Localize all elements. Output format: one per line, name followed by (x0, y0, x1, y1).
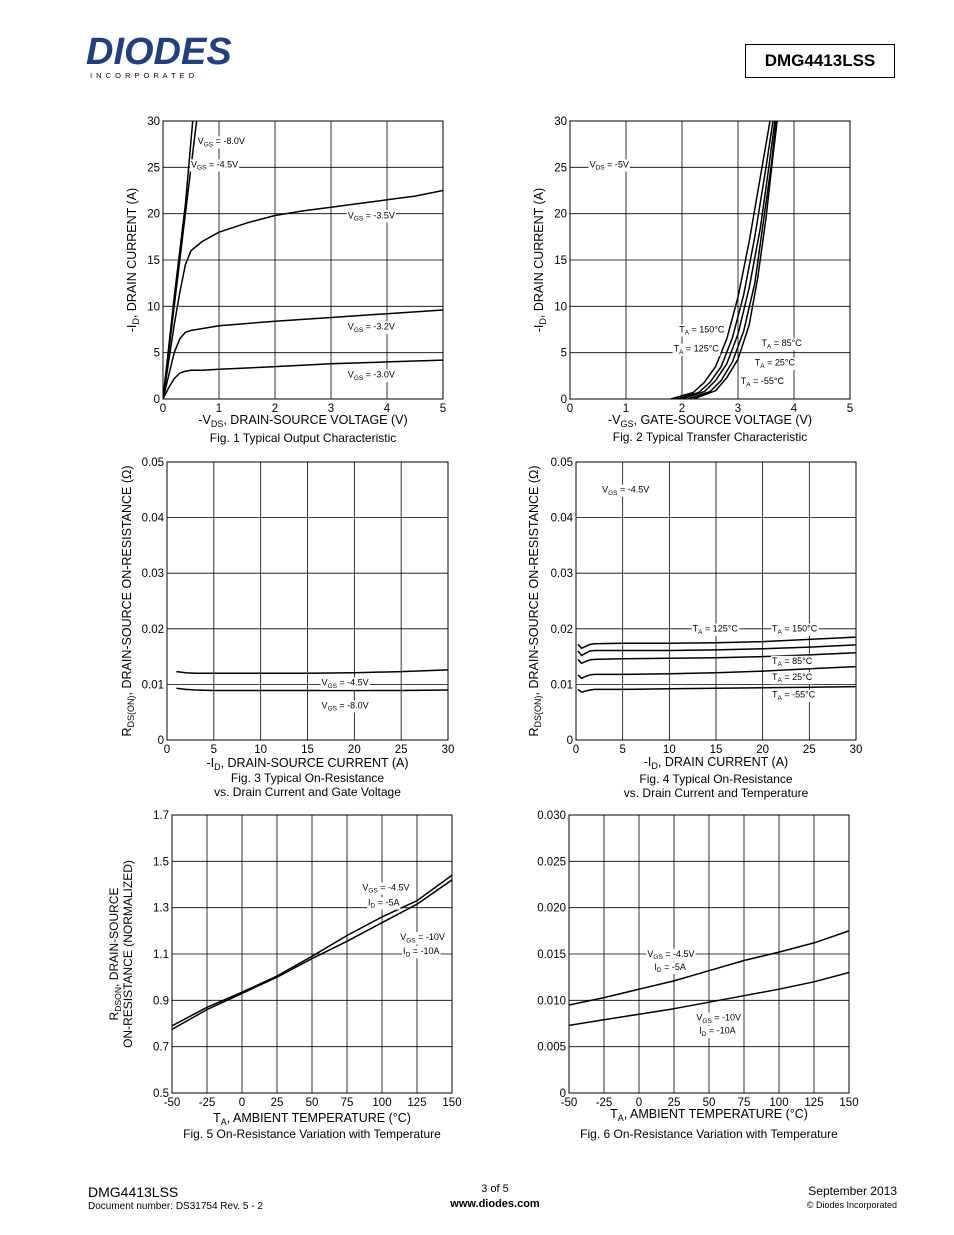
annotation-label: TA = 25°C (754, 357, 796, 370)
x-tick-label: 2 (678, 403, 686, 415)
x-tick-label: 0 (566, 403, 574, 415)
footer-part-number: DMG4413LSS (88, 1184, 179, 1200)
footer-page: 3 of 5 (481, 1183, 509, 1195)
x-tick-label: 3 (327, 403, 335, 415)
annotation-label: ID = -5A (654, 961, 686, 975)
annotation-label: VGS = -4.5V (647, 948, 695, 962)
y-tick-label: 0.05 (550, 457, 573, 469)
annotation-label: TA = 85°C (761, 338, 802, 351)
part-number-box: DMG4413LSS (745, 44, 895, 78)
figure-caption: vs. Drain Current and Temperature (623, 786, 809, 800)
annotation-label: ID = -10A (699, 1025, 736, 1038)
annotation-label: VGS = -8.0V (321, 700, 369, 713)
annotation-label: VDS = -5V (589, 159, 629, 172)
y-tick-label: 0.020 (537, 902, 566, 915)
y-tick-label: 30 (147, 116, 160, 128)
figure-caption: Fig. 1 Typical Output Characteristic (209, 431, 397, 445)
y-tick-label: 1.1 (153, 949, 169, 961)
footer-document-number: Document number: DS31754 Rev. 5 - 2 (88, 1201, 263, 1212)
x-tick-label: 3 (734, 403, 742, 415)
x-tick-label: 30 (849, 744, 863, 756)
annotation-label: VGS = -8.0V (197, 136, 245, 149)
x-tick-label: 125 (407, 1097, 427, 1109)
footer-website[interactable]: www.diodes.com (450, 1198, 540, 1210)
y-tick-label: 10 (147, 301, 160, 314)
y-axis-label: -ID, DRAIN CURRENT (A) (125, 187, 142, 333)
x-tick-label: 4 (790, 403, 798, 415)
y-tick-label: 0.7 (153, 1041, 169, 1054)
y-tick-label: 0.02 (550, 623, 573, 636)
annotation-label: VGS = -10V (696, 1012, 742, 1025)
figure-caption: Fig. 4 Typical On-Resistance (639, 772, 793, 786)
y-tick-label: 0.03 (550, 568, 573, 581)
logo-subtitle: I N C O R P O R A T E D (90, 71, 196, 80)
annotation-label: TA = -55°C (740, 376, 785, 389)
x-tick-label: 100 (769, 1097, 789, 1109)
y-axis-label: RDS(ON), DRAIN-SOURCE ON-RESISTANCE (Ω) (527, 465, 544, 737)
y-tick-label: 5 (560, 347, 567, 360)
y-tick-label: 0.015 (537, 949, 566, 961)
y-tick-label: 0.5 (153, 1088, 169, 1100)
y-tick-label: 20 (554, 208, 567, 221)
annotation-label: TA = 85°C (772, 655, 813, 669)
x-tick-label: 2 (271, 403, 279, 415)
x-tick-label: 0 (572, 744, 580, 756)
x-tick-label: 1 (622, 403, 630, 415)
annotation-label: ID = -5A (368, 897, 400, 910)
annotation-label: TA = 150°C (679, 324, 725, 337)
x-tick-label: 50 (305, 1097, 319, 1109)
x-axis-label: TA, AMBIENT TEMPERATURE (°C) (213, 1111, 411, 1128)
x-tick-label: 0 (159, 403, 167, 415)
x-tick-label: 1 (215, 403, 223, 415)
annotation-label: ID = -10A (403, 946, 440, 959)
y-tick-label: 0 (153, 394, 160, 406)
annotation-label: VGS = -4.5V (321, 677, 369, 690)
figure-caption: Fig. 6 On-Resistance Variation with Temperature (580, 1127, 838, 1141)
figure-caption: Fig. 3 Typical On-Resistance (230, 771, 385, 785)
x-tick-label: 25 (802, 744, 816, 756)
y-tick-label: 30 (554, 116, 567, 128)
x-tick-label: 0 (635, 1097, 643, 1109)
y-tick-label: 1.7 (153, 810, 169, 822)
x-tick-label: 5 (846, 403, 854, 415)
annotation-label: TA = -55°C (772, 689, 816, 702)
annotation-label: VGS = -3.0V (347, 369, 395, 382)
y-tick-label: 0.03 (141, 568, 164, 581)
annotation-label: VGS = -4.5V (362, 882, 410, 895)
annotation-label: VGS = -10V (400, 932, 445, 945)
annotation-label: VGS = -3.2V (347, 321, 395, 334)
y-tick-label: 0.025 (537, 856, 566, 869)
x-axis-label: -ID, DRAIN CURRENT (A) (643, 755, 789, 772)
x-tick-label: 25 (394, 744, 408, 756)
y-tick-label: 1.5 (153, 856, 169, 869)
x-axis-label: -VDS, DRAIN-SOURCE VOLTAGE (V) (198, 413, 408, 430)
x-tick-label: 10 (662, 744, 676, 756)
y-tick-label: 0 (566, 735, 573, 747)
annotation-label: TA = 150°C (772, 623, 818, 636)
x-tick-label: 100 (372, 1097, 392, 1109)
annotation-label: VGS = -3.5V (347, 210, 395, 223)
x-tick-label: 150 (839, 1097, 859, 1109)
y-tick-label: 0.04 (141, 512, 164, 525)
y-axis-label: -ID, DRAIN CURRENT (A) (532, 187, 549, 333)
y-tick-label: 20 (147, 208, 160, 221)
x-axis-label: TA, AMBIENT TEMPERATURE (°C) (610, 1107, 808, 1124)
y-tick-label: 25 (147, 162, 160, 175)
x-tick-label: 10 (254, 744, 268, 756)
x-axis-label: -ID, DRAIN-SOURCE CURRENT (A) (206, 756, 409, 773)
y-tick-label: 0.030 (537, 810, 566, 822)
y-tick-label: 10 (554, 301, 567, 314)
y-tick-label: 0.01 (550, 679, 573, 692)
x-tick-label: 5 (619, 744, 626, 756)
x-tick-label: 30 (441, 744, 455, 756)
y-tick-label: 5 (153, 347, 160, 360)
x-tick-label: -25 (198, 1097, 216, 1109)
annotation-label: TA = 25°C (772, 671, 813, 685)
y-tick-label: 0.04 (550, 512, 573, 525)
y-tick-label: 0 (157, 735, 164, 747)
x-tick-label: 15 (301, 744, 314, 756)
x-tick-label: 150 (442, 1097, 462, 1109)
footer-date: September 2013 (808, 1184, 897, 1198)
y-tick-label: 0 (559, 1088, 566, 1100)
x-tick-label: 5 (210, 744, 218, 756)
x-tick-label: -25 (595, 1097, 613, 1109)
x-axis-label: -VGS, GATE-SOURCE VOLTAGE (V) (607, 413, 813, 430)
x-tick-label: 25 (667, 1097, 681, 1109)
x-tick-label: 4 (383, 403, 391, 415)
annotation-label: VGS = -4.5V (191, 159, 239, 172)
y-tick-label: 0.9 (153, 995, 169, 1008)
x-tick-label: 50 (702, 1097, 716, 1109)
annotation-label: VGS = -4.5V (602, 484, 650, 497)
y-tick-label: 1.3 (153, 902, 169, 915)
y-tick-label: 0.010 (537, 995, 566, 1008)
y-tick-label: 15 (554, 255, 567, 267)
x-tick-label: 75 (340, 1097, 354, 1109)
x-tick-label: 0 (238, 1097, 246, 1109)
annotation-label: TA = 125°C (692, 623, 738, 636)
y-tick-label: 0.005 (537, 1041, 566, 1054)
x-tick-label: 20 (756, 744, 770, 756)
x-tick-label: 20 (347, 744, 361, 756)
x-tick-label: 5 (439, 403, 447, 415)
x-tick-label: 0 (163, 744, 171, 756)
x-tick-label: -50 (163, 1097, 181, 1109)
y-tick-label: 0.02 (141, 623, 164, 636)
y-tick-label: 25 (554, 162, 567, 175)
x-tick-label: 15 (709, 744, 723, 756)
x-tick-label: 75 (737, 1097, 751, 1109)
x-tick-label: 25 (270, 1097, 284, 1109)
figure-caption: vs. Drain Current and Gate Voltage (214, 785, 401, 799)
y-tick-label: 0.01 (141, 679, 164, 692)
figure-caption: Fig. 5 On-Resistance Variation with Temperature (183, 1127, 441, 1141)
y-tick-label: 0.05 (141, 457, 164, 469)
logo-wordmark: DIODES (86, 32, 232, 73)
figure-caption: Fig. 2 Typical Transfer Characteristic (612, 430, 808, 444)
x-tick-label: 125 (804, 1097, 824, 1109)
y-axis-label: RDS(ON), DRAIN-SOURCE ON-RESISTANCE (Ω) (120, 465, 137, 737)
annotation-label: TA = 125°C (673, 343, 719, 356)
footer-copyright: © Diodes Incorporated (806, 1200, 897, 1210)
x-tick-label: -50 (560, 1097, 578, 1109)
y-tick-label: 15 (147, 255, 160, 267)
y-tick-label: 0 (560, 394, 567, 406)
y-axis-label: RDSON, DRAIN-SOURCEON-RESISTANCE (NORMALIZED) (107, 860, 135, 1048)
